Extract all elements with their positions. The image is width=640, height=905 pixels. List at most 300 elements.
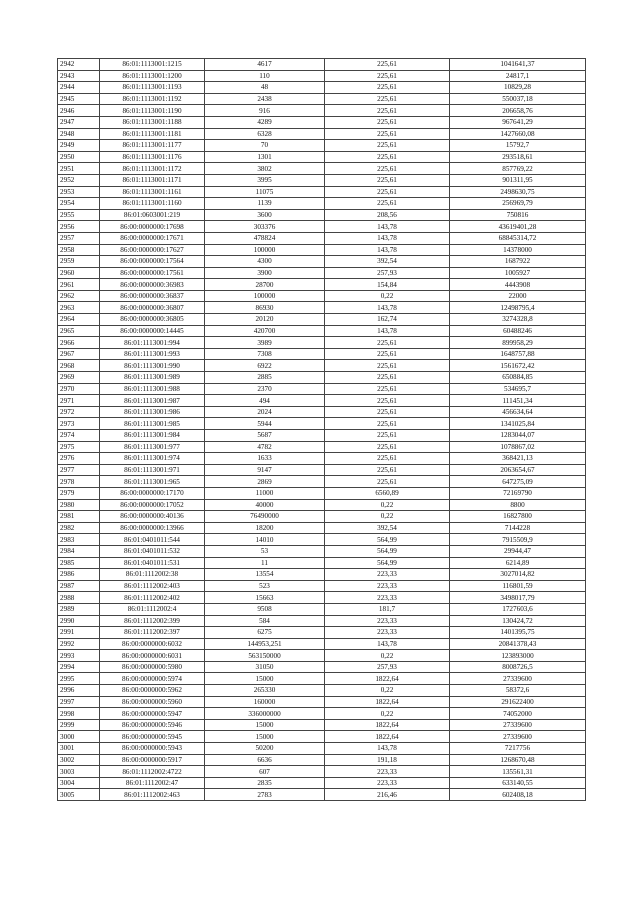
cadastral-value-cell: 1401395,75 — [450, 627, 586, 639]
row-number-cell: 2960 — [58, 267, 100, 279]
table-row — [58, 337, 586, 349]
row-number-cell: 2972 — [58, 406, 100, 418]
table-row — [58, 418, 586, 430]
row-number-cell: 2999 — [58, 719, 100, 731]
area-cell: 160000 — [205, 696, 325, 708]
area-cell: 2869 — [205, 476, 325, 488]
cadastral-value-cell: 8008726,5 — [450, 661, 586, 673]
table-row — [58, 441, 586, 453]
area-cell: 563150000 — [205, 650, 325, 662]
row-number-cell: 3003 — [58, 766, 100, 778]
area-cell: 48 — [205, 82, 325, 94]
cadastral-number-cell: 86:01:1113001:989 — [100, 372, 205, 384]
cadastral-value-cell: 901311,95 — [450, 174, 586, 186]
row-number-cell: 2943 — [58, 70, 100, 82]
area-cell: 916 — [205, 105, 325, 117]
row-number-cell: 2961 — [58, 279, 100, 291]
row-number-cell: 2964 — [58, 314, 100, 326]
table-row — [58, 59, 586, 71]
cadastral-value-cell: 7915509,9 — [450, 534, 586, 546]
table-body — [58, 59, 586, 801]
cadastral-value-cell: 650884,85 — [450, 372, 586, 384]
cadastral-value-cell: 1648757,88 — [450, 348, 586, 360]
specific-value-cell: 181,7 — [325, 603, 450, 615]
area-cell: 1301 — [205, 151, 325, 163]
area-cell: 9508 — [205, 603, 325, 615]
row-number-cell: 2971 — [58, 395, 100, 407]
specific-value-cell: 143,78 — [325, 302, 450, 314]
cadastral-value-cell: 206658,76 — [450, 105, 586, 117]
table-row — [58, 673, 586, 685]
row-number-cell: 2991 — [58, 627, 100, 639]
row-number-cell: 2955 — [58, 209, 100, 221]
cadastral-value-cell: 15792,7 — [450, 140, 586, 152]
cadastral-value-cell: 43619401,28 — [450, 221, 586, 233]
cadastral-number-cell: 86:00:0000000:5945 — [100, 731, 205, 743]
row-number-cell: 3004 — [58, 777, 100, 789]
row-number-cell: 2974 — [58, 430, 100, 442]
table-row — [58, 789, 586, 801]
area-cell: 2783 — [205, 789, 325, 801]
specific-value-cell: 223,33 — [325, 569, 450, 581]
specific-value-cell: 208,56 — [325, 209, 450, 221]
table-row — [58, 453, 586, 465]
cadastral-number-cell: 86:00:0000000:6032 — [100, 638, 205, 650]
row-number-cell: 2989 — [58, 603, 100, 615]
cadastral-number-cell: 86:00:0000000:36805 — [100, 314, 205, 326]
table-row — [58, 221, 586, 233]
cadastral-value-cell: 1727603,6 — [450, 603, 586, 615]
row-number-cell: 2950 — [58, 151, 100, 163]
row-number-cell: 2966 — [58, 337, 100, 349]
row-number-cell: 2967 — [58, 348, 100, 360]
cadastral-number-cell: 86:00:0000000:5960 — [100, 696, 205, 708]
cadastral-value-cell: 1005927 — [450, 267, 586, 279]
table-row — [58, 302, 586, 314]
cadastral-number-cell: 86:00:0000000:40136 — [100, 511, 205, 523]
cadastral-value-cell: 116801,59 — [450, 580, 586, 592]
specific-value-cell: 1822,64 — [325, 719, 450, 731]
area-cell: 494 — [205, 395, 325, 407]
cadastral-value-cell: 4443908 — [450, 279, 586, 291]
row-number-cell: 2968 — [58, 360, 100, 372]
cadastral-number-cell: 86:01:1112002:399 — [100, 615, 205, 627]
table-row — [58, 557, 586, 569]
table-row — [58, 522, 586, 534]
row-number-cell: 2984 — [58, 545, 100, 557]
specific-value-cell: 0,22 — [325, 708, 450, 720]
cadastral-number-cell: 86:01:1113001:1188 — [100, 116, 205, 128]
cadastral-number-cell: 86:01:1113001:984 — [100, 430, 205, 442]
row-number-cell: 2973 — [58, 418, 100, 430]
specific-value-cell: 225,61 — [325, 116, 450, 128]
cadastral-number-cell: 86:01:1113001:986 — [100, 406, 205, 418]
area-cell: 4617 — [205, 59, 325, 71]
cadastral-number-cell: 86:01:1113001:1176 — [100, 151, 205, 163]
cadastral-value-cell: 456634,64 — [450, 406, 586, 418]
table-row — [58, 406, 586, 418]
row-number-cell: 2975 — [58, 441, 100, 453]
row-number-cell: 2958 — [58, 244, 100, 256]
cadastral-value-cell: 1341025,84 — [450, 418, 586, 430]
cadastral-number-cell: 86:01:1113001:974 — [100, 453, 205, 465]
area-cell: 1139 — [205, 198, 325, 210]
row-number-cell: 2952 — [58, 174, 100, 186]
row-number-cell: 2993 — [58, 650, 100, 662]
cadastral-value-cell: 633140,55 — [450, 777, 586, 789]
specific-value-cell: 143,78 — [325, 221, 450, 233]
cadastral-value-cell: 72169790 — [450, 487, 586, 499]
table-row — [58, 314, 586, 326]
area-cell: 478824 — [205, 232, 325, 244]
table-row — [58, 534, 586, 546]
cadastral-number-cell: 86:01:1113001:965 — [100, 476, 205, 488]
table-row — [58, 696, 586, 708]
table-row — [58, 545, 586, 557]
table-row — [58, 128, 586, 140]
cadastral-number-cell: 86:00:0000000:5917 — [100, 754, 205, 766]
row-number-cell: 2957 — [58, 232, 100, 244]
area-cell: 70 — [205, 140, 325, 152]
cadastral-value-cell: 27339600 — [450, 719, 586, 731]
area-cell: 3995 — [205, 174, 325, 186]
area-cell: 15000 — [205, 731, 325, 743]
table-row — [58, 163, 586, 175]
cadastral-value-cell: 3498017,79 — [450, 592, 586, 604]
table-row — [58, 430, 586, 442]
specific-value-cell: 1822,64 — [325, 696, 450, 708]
specific-value-cell: 1822,64 — [325, 673, 450, 685]
cadastral-number-cell: 86:01:1113001:1193 — [100, 82, 205, 94]
row-number-cell: 2948 — [58, 128, 100, 140]
specific-value-cell: 225,61 — [325, 406, 450, 418]
table-row — [58, 105, 586, 117]
cadastral-value-cell: 130424,72 — [450, 615, 586, 627]
area-cell: 6636 — [205, 754, 325, 766]
row-number-cell: 2983 — [58, 534, 100, 546]
specific-value-cell: 225,61 — [325, 59, 450, 71]
cadastral-number-cell: 86:01:1113001:985 — [100, 418, 205, 430]
table-row — [58, 708, 586, 720]
table-row — [58, 615, 586, 627]
table-row — [58, 603, 586, 615]
row-number-cell: 2998 — [58, 708, 100, 720]
specific-value-cell: 0,22 — [325, 685, 450, 697]
row-number-cell: 2944 — [58, 82, 100, 94]
table-row — [58, 766, 586, 778]
cadastral-value-cell: 534695,7 — [450, 383, 586, 395]
area-cell: 7308 — [205, 348, 325, 360]
cadastral-number-cell: 86:00:0000000:17564 — [100, 256, 205, 268]
cadastral-number-cell: 86:00:0000000:17052 — [100, 499, 205, 511]
specific-value-cell: 0,22 — [325, 499, 450, 511]
specific-value-cell: 0,22 — [325, 511, 450, 523]
specific-value-cell: 392,54 — [325, 256, 450, 268]
cadastral-number-cell: 86:00:0000000:5943 — [100, 743, 205, 755]
cadastral-number-cell: 86:01:1113001:993 — [100, 348, 205, 360]
cadastral-value-cell: 750816 — [450, 209, 586, 221]
area-cell: 110 — [205, 70, 325, 82]
area-cell: 15663 — [205, 592, 325, 604]
cadastral-value-cell: 368421,13 — [450, 453, 586, 465]
row-number-cell: 2994 — [58, 661, 100, 673]
cadastral-value-cell: 6214,89 — [450, 557, 586, 569]
table-row — [58, 93, 586, 105]
cadastral-value-cell: 22000 — [450, 290, 586, 302]
table-row — [58, 592, 586, 604]
cadastral-value-cell: 2498630,75 — [450, 186, 586, 198]
table-row — [58, 174, 586, 186]
cadastral-number-cell: 86:01:1113001:971 — [100, 464, 205, 476]
table-row — [58, 743, 586, 755]
area-cell: 11075 — [205, 186, 325, 198]
specific-value-cell: 225,61 — [325, 418, 450, 430]
cadastral-number-cell: 86:00:0000000:5946 — [100, 719, 205, 731]
specific-value-cell: 564,99 — [325, 557, 450, 569]
area-cell: 13554 — [205, 569, 325, 581]
cadastral-number-cell: 86:01:0401011:544 — [100, 534, 205, 546]
row-number-cell: 3000 — [58, 731, 100, 743]
cadastral-value-table — [57, 58, 586, 801]
row-number-cell: 3001 — [58, 743, 100, 755]
area-cell: 2024 — [205, 406, 325, 418]
cadastral-value-cell: 857769,22 — [450, 163, 586, 175]
table-row — [58, 198, 586, 210]
area-cell: 31050 — [205, 661, 325, 673]
specific-value-cell: 143,78 — [325, 232, 450, 244]
specific-value-cell: 223,33 — [325, 580, 450, 592]
area-cell: 4782 — [205, 441, 325, 453]
row-number-cell: 2977 — [58, 464, 100, 476]
row-number-cell: 2962 — [58, 290, 100, 302]
cadastral-value-cell: 27339600 — [450, 731, 586, 743]
row-number-cell: 2987 — [58, 580, 100, 592]
row-number-cell: 2976 — [58, 453, 100, 465]
specific-value-cell: 225,61 — [325, 441, 450, 453]
specific-value-cell: 257,93 — [325, 267, 450, 279]
table-row — [58, 580, 586, 592]
specific-value-cell: 216,46 — [325, 789, 450, 801]
cadastral-value-cell: 68845314,72 — [450, 232, 586, 244]
cadastral-number-cell: 86:01:1112002:402 — [100, 592, 205, 604]
cadastral-number-cell: 86:00:0000000:17671 — [100, 232, 205, 244]
specific-value-cell: 223,33 — [325, 592, 450, 604]
area-cell: 523 — [205, 580, 325, 592]
cadastral-number-cell: 86:01:1113001:977 — [100, 441, 205, 453]
table-row — [58, 731, 586, 743]
cadastral-value-cell: 1561672,42 — [450, 360, 586, 372]
area-cell: 4289 — [205, 116, 325, 128]
cadastral-number-cell: 86:01:1113001:1177 — [100, 140, 205, 152]
area-cell: 50200 — [205, 743, 325, 755]
cadastral-number-cell: 86:01:0401011:532 — [100, 545, 205, 557]
area-cell: 2835 — [205, 777, 325, 789]
cadastral-value-cell: 550037,18 — [450, 93, 586, 105]
row-number-cell: 2945 — [58, 93, 100, 105]
row-number-cell: 2946 — [58, 105, 100, 117]
cadastral-number-cell: 86:00:0000000:5980 — [100, 661, 205, 673]
specific-value-cell: 162,74 — [325, 314, 450, 326]
table-row — [58, 754, 586, 766]
area-cell: 584 — [205, 615, 325, 627]
specific-value-cell: 225,61 — [325, 186, 450, 198]
table-row — [58, 256, 586, 268]
specific-value-cell: 225,61 — [325, 93, 450, 105]
row-number-cell: 2947 — [58, 116, 100, 128]
area-cell: 9147 — [205, 464, 325, 476]
area-cell: 5944 — [205, 418, 325, 430]
cadastral-value-cell: 10829,28 — [450, 82, 586, 94]
cadastral-value-cell: 8800 — [450, 499, 586, 511]
row-number-cell: 2995 — [58, 673, 100, 685]
row-number-cell: 2951 — [58, 163, 100, 175]
cadastral-value-cell: 111451,34 — [450, 395, 586, 407]
cadastral-number-cell: 86:01:0603001:219 — [100, 209, 205, 221]
specific-value-cell: 225,61 — [325, 198, 450, 210]
cadastral-value-cell: 3027014,82 — [450, 569, 586, 581]
table-row — [58, 395, 586, 407]
cadastral-value-cell: 1283044,07 — [450, 430, 586, 442]
area-cell: 3989 — [205, 337, 325, 349]
cadastral-number-cell: 86:01:1112002:38 — [100, 569, 205, 581]
row-number-cell: 2965 — [58, 325, 100, 337]
specific-value-cell: 225,61 — [325, 372, 450, 384]
cadastral-value-cell: 967641,29 — [450, 116, 586, 128]
area-cell: 11000 — [205, 487, 325, 499]
row-number-cell: 2954 — [58, 198, 100, 210]
cadastral-value-cell: 293518,61 — [450, 151, 586, 163]
specific-value-cell: 225,61 — [325, 464, 450, 476]
area-cell: 5687 — [205, 430, 325, 442]
specific-value-cell: 225,61 — [325, 151, 450, 163]
specific-value-cell: 223,33 — [325, 766, 450, 778]
cadastral-value-cell: 60488246 — [450, 325, 586, 337]
area-cell: 100000 — [205, 244, 325, 256]
table-row — [58, 777, 586, 789]
cadastral-number-cell: 86:00:0000000:14445 — [100, 325, 205, 337]
area-cell: 11 — [205, 557, 325, 569]
row-number-cell: 2988 — [58, 592, 100, 604]
cadastral-number-cell: 86:01:1113001:1172 — [100, 163, 205, 175]
cadastral-number-cell: 86:01:1113001:1171 — [100, 174, 205, 186]
cadastral-number-cell: 86:01:1113001:990 — [100, 360, 205, 372]
table-row — [58, 348, 586, 360]
cadastral-value-cell: 3274328,8 — [450, 314, 586, 326]
specific-value-cell: 0,22 — [325, 290, 450, 302]
specific-value-cell: 225,61 — [325, 360, 450, 372]
cadastral-number-cell: 86:01:1113001:1200 — [100, 70, 205, 82]
cadastral-value-cell: 1427660,08 — [450, 128, 586, 140]
row-number-cell: 2942 — [58, 59, 100, 71]
specific-value-cell: 154,84 — [325, 279, 450, 291]
specific-value-cell: 191,18 — [325, 754, 450, 766]
cadastral-value-cell: 123893000 — [450, 650, 586, 662]
cadastral-value-cell: 16827800 — [450, 511, 586, 523]
cadastral-number-cell: 86:00:0000000:5962 — [100, 685, 205, 697]
specific-value-cell: 225,61 — [325, 174, 450, 186]
cadastral-number-cell: 86:00:0000000:17627 — [100, 244, 205, 256]
cadastral-value-cell: 7144228 — [450, 522, 586, 534]
specific-value-cell: 143,78 — [325, 244, 450, 256]
table-row — [58, 360, 586, 372]
cadastral-number-cell: 86:01:1113001:1160 — [100, 198, 205, 210]
area-cell: 2885 — [205, 372, 325, 384]
specific-value-cell: 564,99 — [325, 545, 450, 557]
area-cell: 420700 — [205, 325, 325, 337]
cadastral-value-cell: 24817,1 — [450, 70, 586, 82]
cadastral-number-cell: 86:01:1113001:988 — [100, 383, 205, 395]
area-cell: 3600 — [205, 209, 325, 221]
cadastral-number-cell: 86:00:0000000:36837 — [100, 290, 205, 302]
table-row — [58, 372, 586, 384]
cadastral-value-cell: 14378000 — [450, 244, 586, 256]
row-number-cell: 3005 — [58, 789, 100, 801]
cadastral-number-cell: 86:00:0000000:5947 — [100, 708, 205, 720]
specific-value-cell: 0,22 — [325, 650, 450, 662]
cadastral-value-cell: 74052000 — [450, 708, 586, 720]
specific-value-cell: 225,61 — [325, 476, 450, 488]
cadastral-number-cell: 86:01:1112002:47 — [100, 777, 205, 789]
cadastral-number-cell: 86:01:1112002:4 — [100, 603, 205, 615]
table-row — [58, 476, 586, 488]
table-row — [58, 569, 586, 581]
row-number-cell: 2969 — [58, 372, 100, 384]
cadastral-number-cell: 86:01:1113001:1181 — [100, 128, 205, 140]
row-number-cell: 2990 — [58, 615, 100, 627]
cadastral-value-cell: 20841378,43 — [450, 638, 586, 650]
row-number-cell: 2996 — [58, 685, 100, 697]
table-row — [58, 232, 586, 244]
table-row — [58, 325, 586, 337]
table-row — [58, 499, 586, 511]
cadastral-value-cell: 12498795,4 — [450, 302, 586, 314]
area-cell: 40000 — [205, 499, 325, 511]
table-row — [58, 685, 586, 697]
specific-value-cell: 223,33 — [325, 615, 450, 627]
specific-value-cell: 225,61 — [325, 395, 450, 407]
specific-value-cell: 225,61 — [325, 348, 450, 360]
area-cell: 3900 — [205, 267, 325, 279]
area-cell: 6275 — [205, 627, 325, 639]
row-number-cell: 2997 — [58, 696, 100, 708]
cadastral-number-cell: 86:00:0000000:6031 — [100, 650, 205, 662]
cadastral-number-cell: 86:01:1112002:397 — [100, 627, 205, 639]
table-row — [58, 82, 586, 94]
area-cell: 53 — [205, 545, 325, 557]
table-row — [58, 383, 586, 395]
area-cell: 2438 — [205, 93, 325, 105]
row-number-cell: 3002 — [58, 754, 100, 766]
row-number-cell: 2949 — [58, 140, 100, 152]
cadastral-number-cell: 86:00:0000000:5974 — [100, 673, 205, 685]
table-row — [58, 151, 586, 163]
table-row — [58, 638, 586, 650]
table-row — [58, 140, 586, 152]
area-cell: 18200 — [205, 522, 325, 534]
cadastral-value-cell: 256969,79 — [450, 198, 586, 210]
area-cell: 2370 — [205, 383, 325, 395]
area-cell: 15000 — [205, 673, 325, 685]
area-cell: 4300 — [205, 256, 325, 268]
cadastral-value-cell: 135561,31 — [450, 766, 586, 778]
specific-value-cell: 225,61 — [325, 430, 450, 442]
cadastral-value-cell: 27339600 — [450, 673, 586, 685]
cadastral-value-cell: 29944,47 — [450, 545, 586, 557]
row-number-cell: 2963 — [58, 302, 100, 314]
row-number-cell: 2956 — [58, 221, 100, 233]
table-row — [58, 267, 586, 279]
cadastral-number-cell: 86:01:0401011:531 — [100, 557, 205, 569]
